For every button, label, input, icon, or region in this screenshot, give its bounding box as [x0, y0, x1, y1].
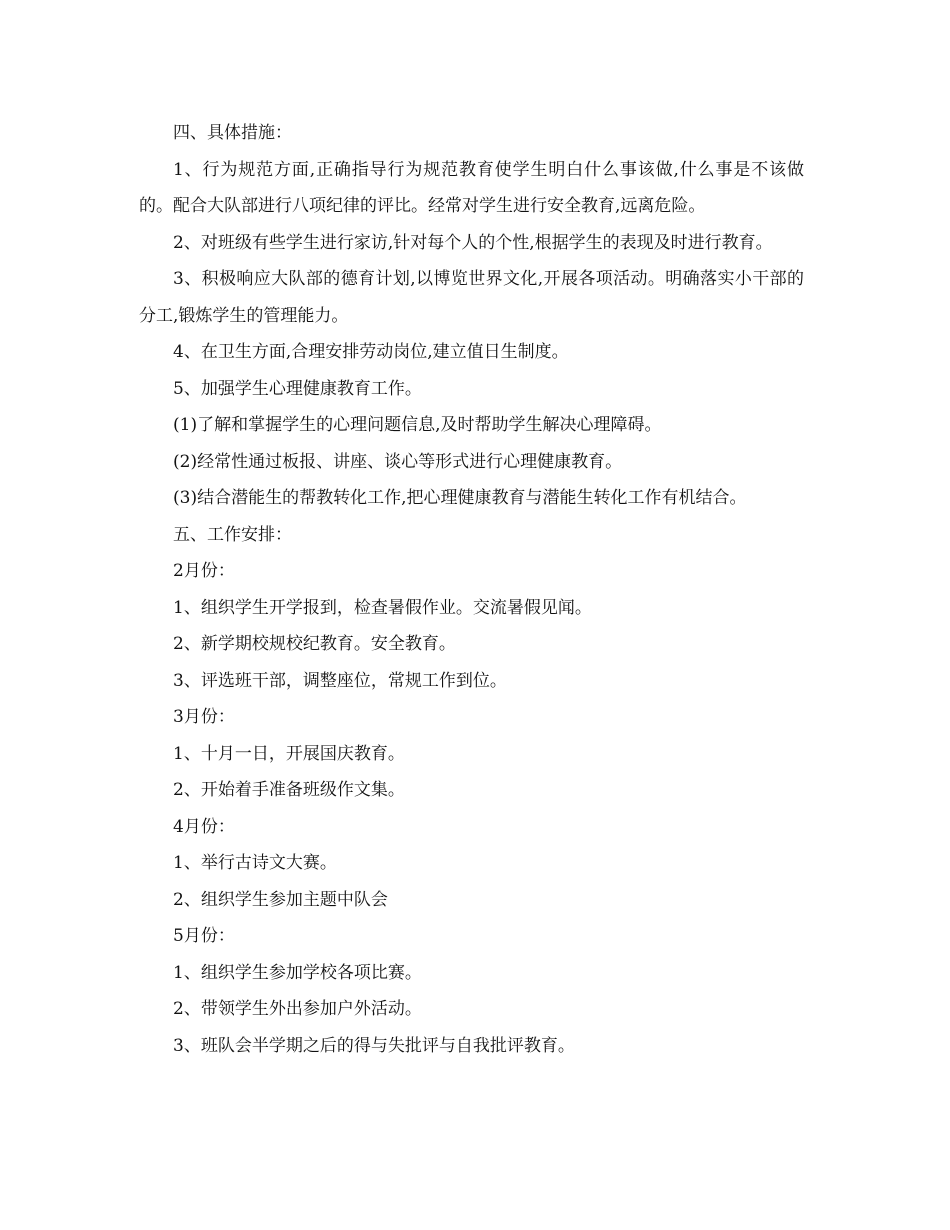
may-item-1: 1、组织学生参加学校各项比赛。	[173, 962, 422, 983]
month-heading-march: 3月份：	[173, 707, 235, 727]
measure-subitem-1: (1)了解和掌握学生的心理问题信息,及时帮助学生解决心理障碍。	[173, 415, 662, 435]
heading-measures: 四、具体措施：	[173, 123, 292, 143]
february-item-1: 1、组织学生开学报到，检查暑假作业。交流暑假见闻。	[173, 597, 592, 618]
month-heading-may: 5月份：	[173, 926, 235, 946]
march-item-1: 1、十月一日，开展国庆教育。	[173, 743, 405, 764]
month-heading-april: 4月份：	[173, 816, 235, 837]
march-item-2: 2、开始着手准备班级作文集。	[173, 780, 405, 800]
heading-schedule: 五、工作安排：	[173, 524, 292, 545]
measure-item-3: 3、积极响应大队部的德育计划,以博览世界文化,开展各项活动。明确落实小干部的分工,锻炼学生的管理能力。	[139, 269, 804, 326]
measure-subitem-3: (3)结合潜能生的帮教转化工作,把心理健康教育与潜能生转化工作有机结合。	[173, 488, 747, 508]
month-heading-february: 2月份：	[173, 561, 235, 581]
february-item-3: 3、评选班干部，调整座位，常规工作到位。	[173, 670, 507, 691]
measure-subitem-2: (2)经常性通过板报、讲座、谈心等形式进行心理健康教育。	[173, 451, 623, 472]
measure-item-5: 5、加强学生心理健康教育工作。	[173, 378, 422, 399]
may-item-3: 3、班队会半学期之后的得与失批评与自我批评教育。	[173, 1035, 575, 1056]
february-item-2: 2、新学期校规校纪教育。安全教育。	[173, 634, 456, 654]
measure-item-2: 2、对班级有些学生进行家访,针对每个人的个性,根据学生的表现及时进行教育。	[173, 232, 773, 253]
may-item-2: 2、带领学生外出参加户外活动。	[173, 999, 422, 1019]
document-body	[139, 115, 804, 1064]
april-item-1: 1、举行古诗文大赛。	[173, 853, 337, 873]
measure-item-4: 4、在卫生方面,合理安排劳动岗位,建立值日生制度。	[173, 342, 569, 362]
april-item-2: 2、组织学生参加主题中队会	[173, 889, 388, 910]
measure-item-1: 1、行为规范方面,正确指导行为规范教育使学生明白什么事该做,什么事是不该做的。配合大队部进行八项纪律的评比。经常对学生进行安全教育,远离危险。	[139, 159, 804, 216]
